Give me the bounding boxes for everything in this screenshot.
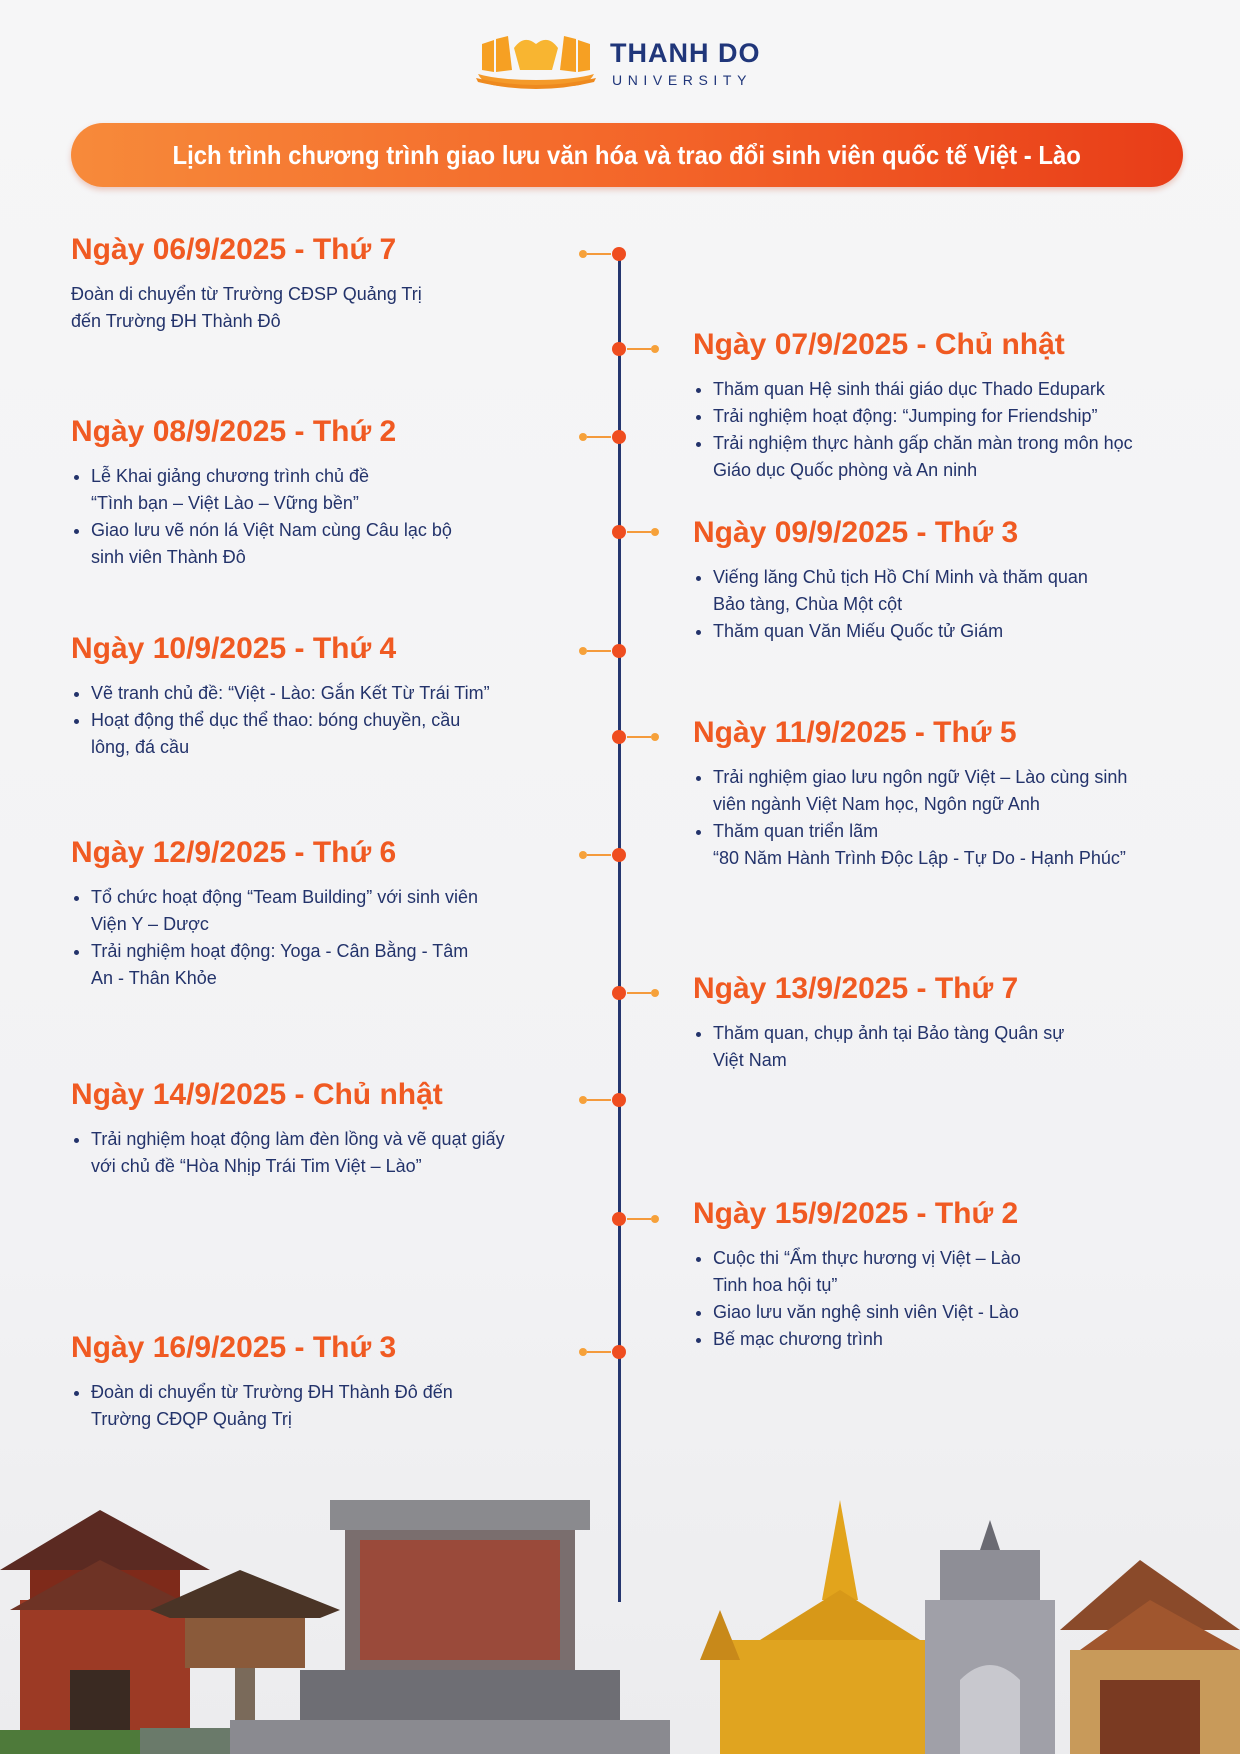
- timeline-connector: [627, 1218, 651, 1220]
- landmarks-skyline-illustration: [0, 1480, 1240, 1754]
- schedule-activity: Trải nghiệm giao lưu ngôn ngữ Việt – Lào cùng sinh viên ngành Việt Nam học, Ngôn ngữ Anh: [693, 764, 1193, 818]
- schedule-activity: Cuộc thi “Ẩm thực hương vị Việt – Lào Tinh hoa hội tụ”: [693, 1245, 1193, 1299]
- timeline-connector-dot: [651, 1215, 659, 1223]
- lao-temple-illustration: [1060, 1560, 1240, 1754]
- timeline-node: [612, 730, 626, 744]
- schedule-activity-list: [71, 1126, 591, 1180]
- schedule-date: Ngày 11/9/2025 - Thứ 5: [693, 716, 1017, 749]
- schedule-entry: [71, 1331, 591, 1433]
- schedule-activity: Giao lưu vẽ nón lá Việt Nam cùng Câu lạc bộ sinh viên Thành Đô: [71, 517, 591, 571]
- timeline-node: [612, 986, 626, 1000]
- schedule-activity: Trải nghiệm hoạt động: “Jumping for Friendship”: [693, 403, 1193, 430]
- schedule-description: Đoàn di chuyển từ Trường CĐSP Quảng Trị đến Trường ĐH Thành Đô: [71, 284, 422, 331]
- schedule-date: Ngày 13/9/2025 - Thứ 7: [693, 972, 1019, 1005]
- schedule-date: Ngày 06/9/2025 - Thứ 7: [71, 233, 397, 266]
- schedule-entry: [71, 415, 591, 571]
- schedule-activity: Vẽ tranh chủ đề: “Việt - Lào: Gắn Kết Từ Trái Tim”: [71, 680, 591, 707]
- timeline-node: [612, 1212, 626, 1226]
- schedule-date: Ngày 07/9/2025 - Chủ nhật: [693, 328, 1065, 361]
- patuxai-monument-illustration: [925, 1520, 1055, 1754]
- schedule-date: Ngày 10/9/2025 - Thứ 4: [71, 632, 397, 665]
- schedule-activity: Lễ Khai giảng chương trình chủ đề “Tình bạn – Việt Lào – Vững bền”: [71, 463, 591, 517]
- schedule-activity: Thăm quan Hệ sinh thái giáo dục Thado Edupark: [693, 376, 1193, 403]
- schedule-activity-list: [71, 463, 591, 571]
- schedule-activity-list: [71, 884, 591, 992]
- page-title: Lịch trình chương trình giao lưu văn hóa và trao đổi sinh viên quốc tế Việt - Lào: [172, 139, 1082, 170]
- timeline-connector-dot: [651, 989, 659, 997]
- schedule-entry: [71, 836, 591, 992]
- schedule-entry: [693, 716, 1193, 872]
- schedule-activity-list: [693, 764, 1193, 872]
- schedule-activity-list: [71, 1379, 591, 1433]
- timeline-node: [612, 247, 626, 261]
- timeline-connector: [627, 531, 651, 533]
- schedule-entry: [71, 1078, 591, 1180]
- schedule-activity: Giao lưu văn nghệ sinh viên Việt - Lào: [693, 1299, 1193, 1326]
- schedule-activity: Thăm quan triển lãm “80 Năm Hành Trình Độc Lập - Tự Do - Hạnh Phúc”: [693, 818, 1193, 872]
- schedule-activity: Viếng lăng Chủ tịch Hồ Chí Minh và thăm quan Bảo tàng, Chùa Một cột: [693, 564, 1193, 618]
- timeline-connector: [627, 736, 651, 738]
- schedule-date: Ngày 12/9/2025 - Thứ 6: [71, 836, 397, 869]
- schedule-entry: [71, 233, 591, 335]
- schedule-entry: [693, 328, 1193, 484]
- schedule-activity: Đoàn di chuyển từ Trường ĐH Thành Đô đến Trường CĐQP Quảng Trị: [71, 1379, 591, 1433]
- schedule-activity: Tổ chức hoạt động “Team Building” với sinh viên Viện Y – Dược: [71, 884, 591, 938]
- timeline-connector-dot: [651, 733, 659, 741]
- schedule-activity-list: [693, 1245, 1193, 1353]
- schedule-activity: Thăm quan Văn Miếu Quốc tử Giám: [693, 618, 1193, 645]
- timeline-axis: [618, 252, 621, 1602]
- timeline-node: [612, 1345, 626, 1359]
- university-logo: [474, 34, 774, 94]
- timeline-connector: [627, 348, 651, 350]
- schedule-activity: Trải nghiệm hoạt động làm đèn lồng và vẽ quạt giấy với chủ đề “Hòa Nhịp Trái Tim Việt – Lào”: [71, 1126, 591, 1180]
- schedule-entry: [693, 972, 1193, 1074]
- title-banner: [71, 123, 1183, 187]
- university-name: THANH DO: [610, 38, 761, 68]
- schedule-date: Ngày 14/9/2025 - Chủ nhật: [71, 1078, 443, 1111]
- schedule-date: Ngày 09/9/2025 - Thứ 3: [693, 516, 1019, 549]
- schedule-entry: [71, 632, 591, 761]
- schedule-activity: Trải nghiệm thực hành gấp chăn màn trong môn học Giáo dục Quốc phòng và An ninh: [693, 430, 1193, 484]
- schedule-activity-list: [693, 376, 1193, 484]
- timeline-connector: [627, 992, 651, 994]
- schedule-activity: Hoạt động thể dục thể thao: bóng chuyền, cầu lông, đá cầu: [71, 707, 591, 761]
- timeline-node: [612, 1093, 626, 1107]
- timeline-node: [612, 342, 626, 356]
- schedule-date: Ngày 15/9/2025 - Thứ 2: [693, 1197, 1019, 1230]
- schedule-activity: Thăm quan, chụp ảnh tại Bảo tàng Quân sự Việt Nam: [693, 1020, 1193, 1074]
- schedule-activity: Trải nghiệm hoạt động: Yoga - Cân Bằng - Tâm An - Thân Khỏe: [71, 938, 591, 992]
- timeline-node: [612, 848, 626, 862]
- schedule-entry: [693, 516, 1193, 645]
- schedule-entry: [693, 1197, 1193, 1353]
- schedule-activity-list: [693, 1020, 1193, 1074]
- timeline-node: [612, 430, 626, 444]
- timeline-node: [612, 644, 626, 658]
- schedule-date: Ngày 08/9/2025 - Thứ 2: [71, 415, 397, 448]
- timeline-connector-dot: [651, 345, 659, 353]
- schedule-activity: Bế mạc chương trình: [693, 1326, 1193, 1353]
- timeline-connector-dot: [651, 528, 659, 536]
- lotus-book-icon: [474, 34, 598, 94]
- university-subtitle: UNIVERSITY: [612, 72, 753, 88]
- schedule-activity-list: [71, 680, 591, 761]
- timeline-node: [612, 525, 626, 539]
- schedule-date: Ngày 16/9/2025 - Thứ 3: [71, 1331, 397, 1364]
- schedule-activity-list: [693, 564, 1193, 645]
